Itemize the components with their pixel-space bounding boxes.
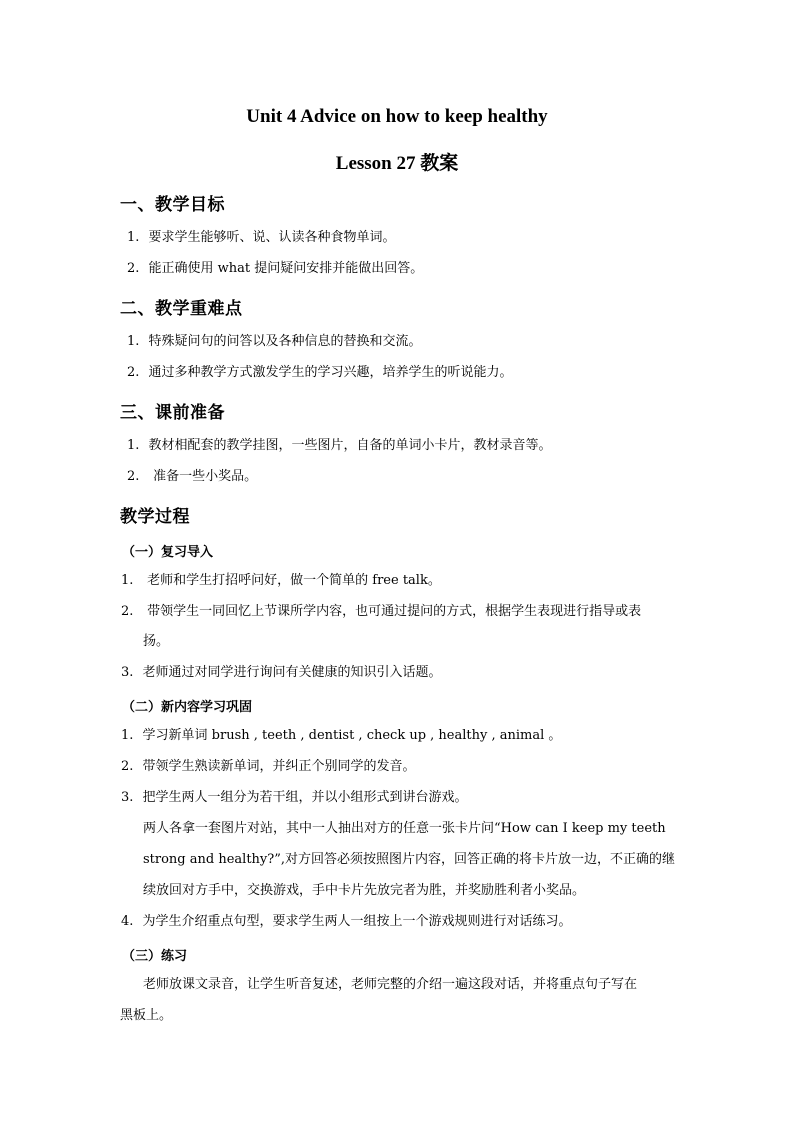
subsection-heading-new-content: （二）新内容学习巩固: [122, 700, 253, 715]
paragraph-line: [143, 882, 585, 900]
item-text: 老师和学生打招呼问好，做一个简单的 free talk。: [147, 573, 441, 588]
item-number: 2.: [121, 759, 134, 774]
list-item: [121, 664, 442, 682]
list-item: [121, 789, 468, 807]
item-number: 1.: [121, 573, 134, 588]
item-number: 3.: [121, 665, 134, 680]
list-item: [127, 468, 257, 486]
section-heading-focus: 二、教学重难点: [120, 299, 243, 319]
list-item: [127, 437, 552, 455]
item-text: 扬。: [143, 634, 170, 649]
item-text: 带领学生熟读新单词，并纠正个别同学的发音。: [142, 759, 416, 774]
section-heading-goals: 一、教学目标: [120, 195, 225, 215]
list-item: [121, 727, 561, 745]
list-item: [127, 229, 396, 247]
section-heading-prep: 三、课前准备: [120, 403, 225, 423]
item-number: 1.: [127, 334, 140, 349]
list-item: [121, 758, 416, 776]
document-subtitle: Lesson 27 教案: [335, 153, 459, 174]
item-number: 1.: [121, 728, 134, 743]
item-text: 老师通过对同学进行询问有关健康的知识引入话题。: [142, 665, 442, 680]
item-text: 学习新单词 brush , teeth , dentist , check up , healthy , animal 。: [142, 728, 562, 743]
list-item: [127, 260, 423, 278]
item-text: 为学生介绍重点句型，要求学生两人一组按上一个游戏规则进行对话练习。: [142, 914, 572, 929]
item-text: 老师放课文录音，让学生听音复述，老师完整的介绍一遍这段对话，并将重点句子写在: [143, 977, 638, 992]
item-text: 两人各拿一套图片对站，其中一人抽出对方的任意一张卡片问“How can I keep my teeth: [143, 821, 666, 836]
item-text: 带领学生一同回忆上节课所学内容，也可通过提问的方式，根据学生表现进行指导或表: [147, 604, 642, 619]
item-text: 通过多种教学方式激发学生的学习兴趣，培养学生的听说能力。: [148, 365, 513, 380]
item-number: 3.: [121, 790, 134, 805]
item-number: 2.: [127, 365, 140, 380]
list-item-continuation: [143, 633, 169, 651]
list-item: [127, 333, 422, 351]
paragraph-line: [143, 820, 666, 838]
item-text: 特殊疑问句的问答以及各种信息的替换和交流。: [148, 334, 422, 349]
paragraph-line: [143, 851, 675, 869]
item-text: 要求学生能够听、说、认读各种食物单词。: [148, 230, 396, 245]
subsection-heading-review: （一）复习导入: [122, 545, 214, 560]
item-text: strong and healthy?”,对方回答必须按照图片内容，回答正确的将卡片放一边，不正确的继: [143, 852, 676, 867]
paragraph-line: [143, 976, 637, 994]
section-heading-process: 教学过程: [120, 507, 190, 527]
item-number: 2.: [127, 261, 140, 276]
subsection-heading-practice: （三）练习: [122, 949, 188, 964]
item-text: 把学生两人一组分为若干组，并以小组形式到讲台游戏。: [142, 790, 468, 805]
list-item: [127, 364, 513, 382]
list-item: [121, 572, 441, 590]
list-item: [121, 913, 572, 931]
item-text: 黑板上。: [120, 1008, 173, 1023]
item-number: 2.: [121, 604, 134, 619]
item-number: 2.: [127, 469, 140, 484]
document-title: Unit 4 Advice on how to keep healthy: [246, 106, 548, 127]
item-number: 1.: [127, 438, 140, 453]
list-item: [121, 603, 641, 621]
item-text: 准备一些小奖品。: [153, 469, 258, 484]
item-number: 4.: [121, 914, 134, 929]
item-text: 能正确使用 what 提问疑问安排并能做出回答。: [148, 261, 424, 276]
item-text: 教材相配套的教学挂图，一些图片，自备的单词小卡片，教材录音等。: [148, 438, 552, 453]
item-text: 续放回对方手中，交换游戏，手中卡片先放完者为胜，并奖励胜利者小奖品。: [143, 883, 586, 898]
item-number: 1.: [127, 230, 140, 245]
paragraph-line: [120, 1007, 172, 1025]
